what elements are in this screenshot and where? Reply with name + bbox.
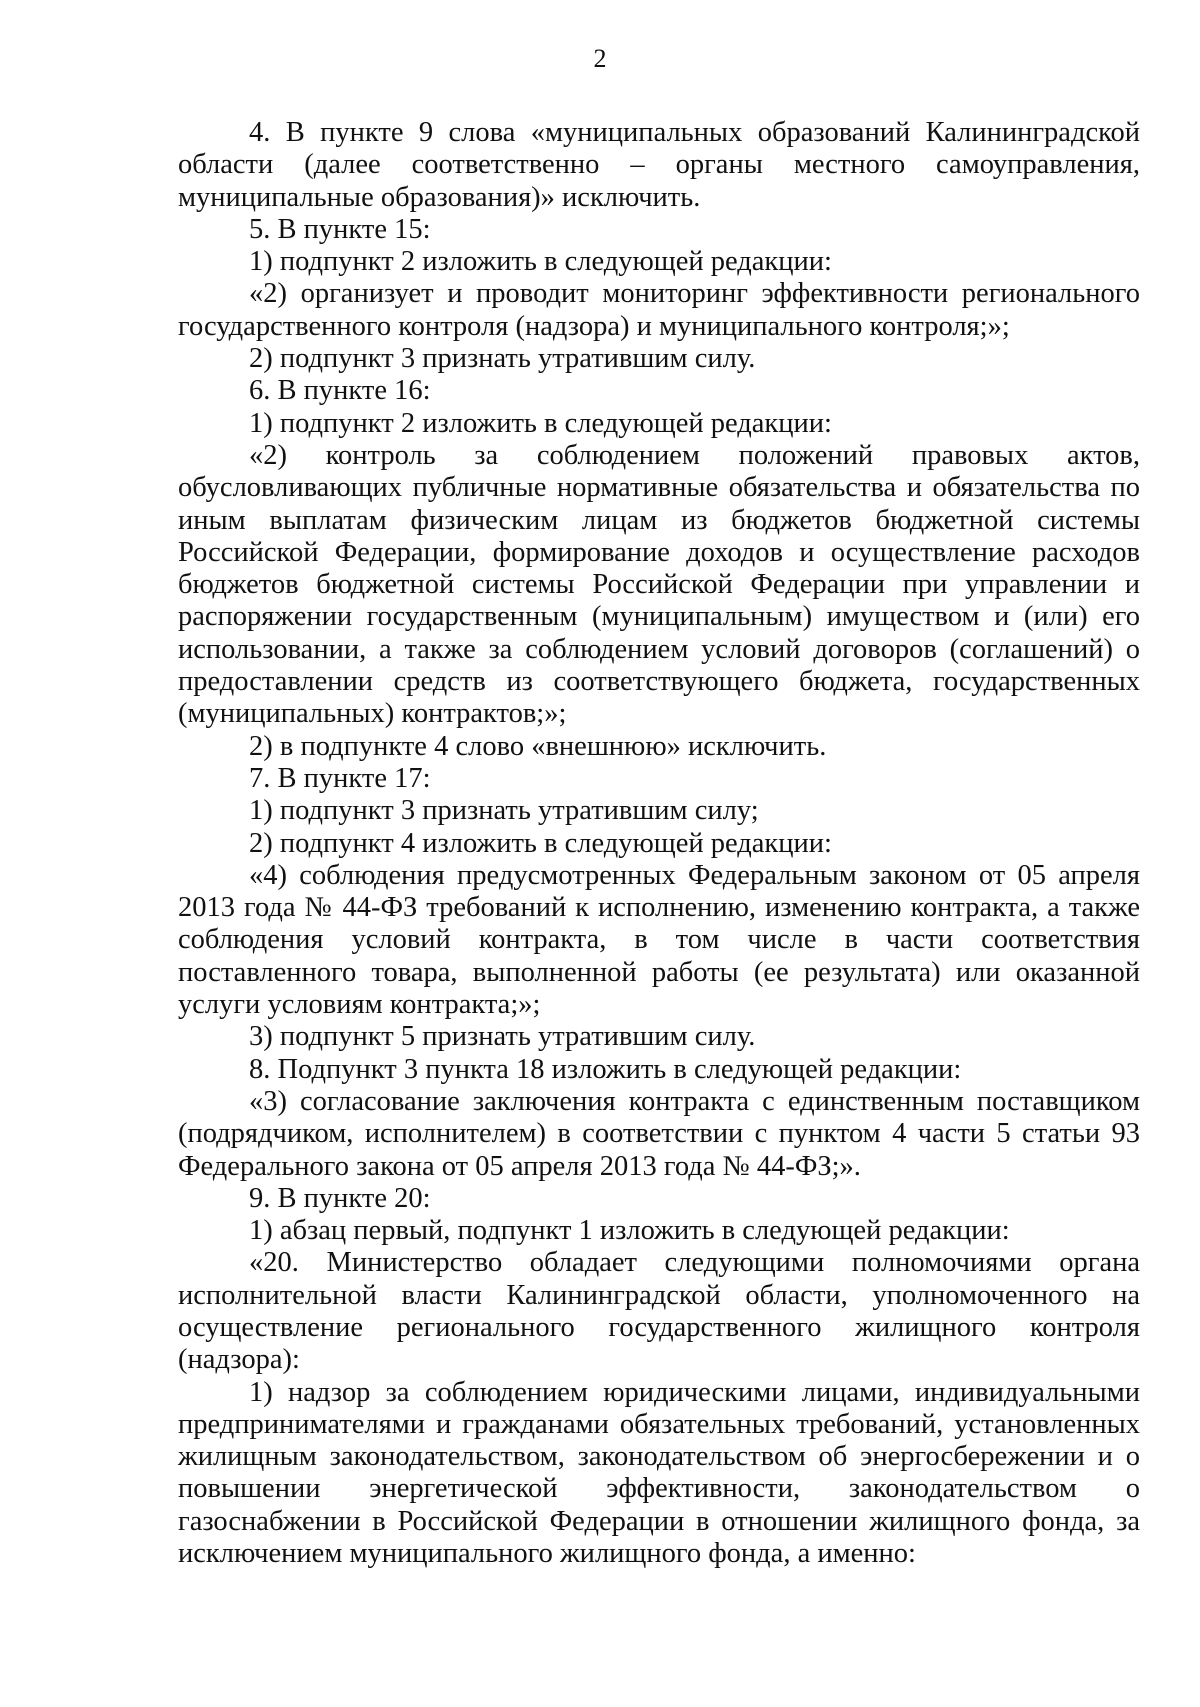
paragraph: 2) в подпункте 4 слово «внешнюю» исключить. [249, 730, 827, 762]
paragraph: 2) подпункт 3 признать утратившим силу. [249, 343, 756, 375]
page-number: 2 [593, 44, 607, 73]
paragraph: 1) подпункт 3 признать утратившим силу; [249, 795, 759, 827]
paragraph: 3) подпункт 5 признать утратившим силу. [249, 1021, 756, 1053]
paragraph: 8. Подпункт 3 пункта 18 изложить в следующей редакции: [249, 1053, 962, 1085]
paragraph: «2) контроль за соблюдением положений правовых актов, обусловливающих публичные нормативные обязательства и обязательства по иным выплатам физическим лицам из бюджетов бюджетной системы Российской Федерации, формирование доходов и осуществление расходов бюджетов бюджетной системы Российской Федерации при управлении и распоряжении государственным (муниципальным) имуществом и (или) его использовании, а также за соблюдением условий договоров (соглашений) о предоставлении средств из соответствующего бюджета, государственных (муниципальных) контрактов;»; [178, 439, 1140, 730]
document-body [178, 117, 1140, 1570]
paragraph: «2) организует и проводит мониторинг эффективности регионального государственного контроля (надзора) и муниципального контроля;»; [178, 278, 1140, 342]
paragraph: 2) подпункт 4 изложить в следующей редакции: [249, 827, 832, 859]
paragraph: 9. В пункте 20: [249, 1182, 431, 1214]
paragraph: «20. Министерство обладает следующими полномочиями органа исполнительной власти Калининградской области, уполномоченного на осуществление регионального государственного жилищного контроля (надзора): [178, 1247, 1140, 1376]
paragraph: 7. В пункте 17: [249, 762, 431, 794]
paragraph: 1) надзор за соблюдением юридическими лицами, индивидуальными предпринимателями и гражданами обязательных требований, установленных жилищным законодательством, законодательством об энергосбережении и о повышении энергетической эффективности, законодательством о газоснабжении в Российской Федерации в отношении жилищного фонда, за исключением муниципального жилищного фонда, а именно: [178, 1376, 1140, 1570]
paragraph: 6. В пункте 16: [249, 375, 431, 407]
paragraph: 5. В пункте 15: [249, 213, 431, 245]
paragraph: 1) подпункт 2 изложить в следующей редакции: [249, 407, 832, 439]
paragraph: 1) абзац первый, подпункт 1 изложить в следующей редакции: [249, 1215, 1010, 1247]
paragraph: «3) согласование заключения контракта с единственным поставщиком (подрядчиком, исполнителем) в соответствии с пунктом 4 части 5 статьи 93 Федерального закона от 05 апреля 2013 года № 44-ФЗ;». [178, 1085, 1140, 1182]
paragraph: 1) подпункт 2 изложить в следующей редакции: [249, 246, 832, 278]
paragraph: «4) соблюдения предусмотренных Федеральным законом от 05 апреля 2013 года № 44-ФЗ требований к исполнению, изменению контракта, а также соблюдения условий контракта, в том числе в части соответствия поставленного товара, выполненной работы (ее результата) или оказанной услуги условиям контракта;»; [178, 859, 1140, 1021]
paragraph: 4. В пункте 9 слова «муниципальных образований Калининградской области (далее соответственно – органы местного самоуправления, муниципальные образования)» исключить. [178, 117, 1140, 213]
